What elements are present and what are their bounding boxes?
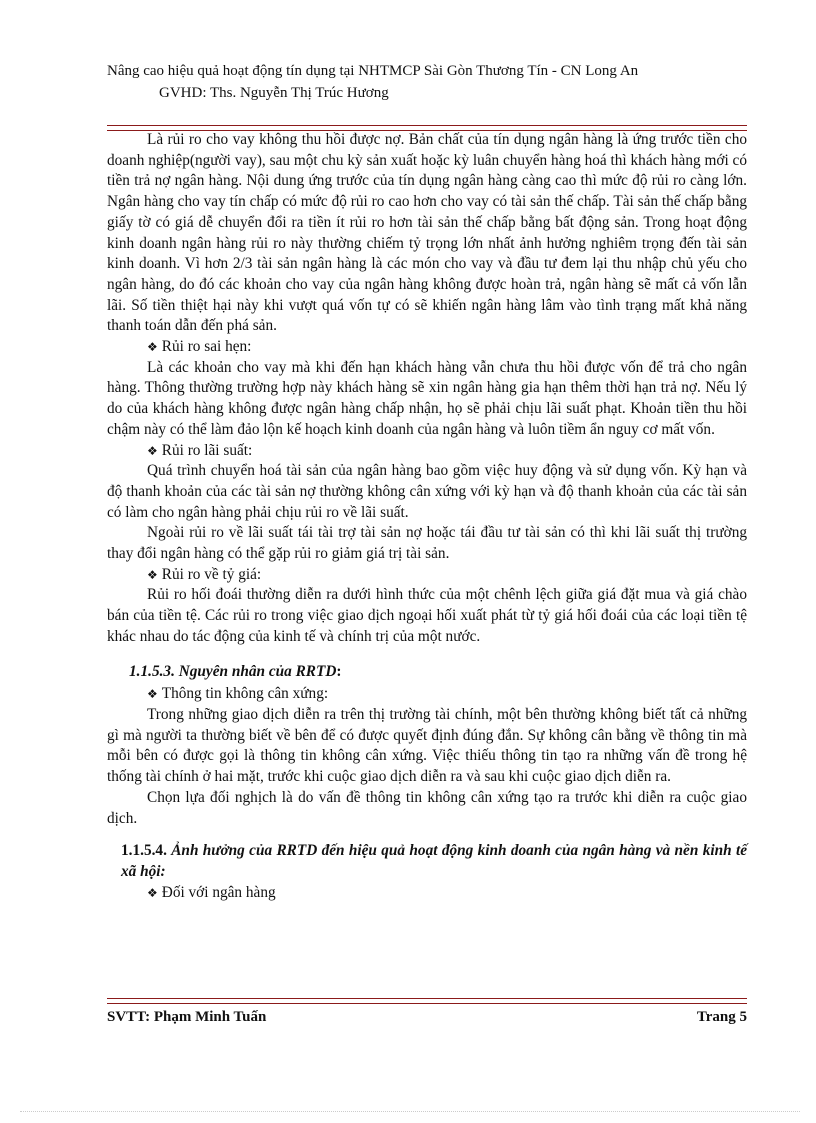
paragraph: Ngoài rủi ro về lãi suất tái tài trợ tài sản nợ hoặc tái đầu tư tài sản có thì khi lãi suất thị trường thay đổi ngân hàng có thể gặp rủi ro giảm giá trị tài sản. xyxy=(107,524,747,563)
paragraph: Quá trình chuyển hoá tài sản của ngân hàng bao gồm việc huy động và sử dụng vốn. Kỳ hạn và độ thanh khoản của các tài sản nợ thường không cân xứng với kỳ hạn và độ thanh khoản của các tài sản có làm cho ngân hàng phải chịu rủi ro về lãi suất. xyxy=(107,462,747,521)
section-heading-text: 1.1.5.3. Nguyên nhân của RRTD xyxy=(129,662,337,680)
paragraph: Là các khoản cho vay mà khi đến hạn khách hàng vẫn chưa thu hồi được vốn để trả cho ngân hàng. Thông thường trường hợp này khách hàng sẽ xin ngân hàng gia hạn thêm thời hạn trả nợ. Nếu lý do của khách hàng không được ngân hàng chấp nhận, họ sẽ phải chịu lãi suất phạt. Khoản tiền thu hồi chậm này có thể làm đảo lộn kế hoạch kinh doanh của ngân hàng và luôn tiềm ẩn nguy cơ mất vốn. xyxy=(107,358,747,438)
subsection-title: Ảnh hưởng của RRTD đến hiệu quả hoạt động kinh doanh của ngân hàng và nền kinh tế xã hội: xyxy=(121,842,747,880)
footer-page-number: Trang 5 xyxy=(696,1009,747,1025)
subsection-heading xyxy=(107,841,747,882)
page-footer xyxy=(107,1009,747,1026)
header-title: Nâng cao hiệu quả hoạt động tín dụng tại NHTMCP Sài Gòn Thương Tín - CN Long An xyxy=(107,63,639,79)
bullet-item xyxy=(107,337,747,358)
bullet-item xyxy=(107,684,747,705)
footer-rule xyxy=(107,998,747,1004)
footer-student: SVTT: Phạm Minh Tuấn xyxy=(107,1009,267,1025)
section-heading-colon: : xyxy=(336,662,342,680)
diamond-bullet-icon: ❖ xyxy=(147,687,158,702)
bullet-item xyxy=(107,883,747,904)
header-advisor: GVHD: Ths. Nguyễn Thị Trúc Hương xyxy=(159,85,389,101)
diamond-bullet-icon: ❖ xyxy=(147,567,158,582)
bullet-label: Đối với ngân hàng xyxy=(161,883,276,901)
bullet-label: Rủi ro lãi suất: xyxy=(161,441,253,459)
section-heading xyxy=(107,662,747,683)
page-body xyxy=(107,130,747,903)
paragraph: Là rủi ro cho vay không thu hồi được nợ. Bản chất của tín dụng ngân hàng là ứng trước tiền cho doanh nghiệp(người vay), sau một chu kỳ sản xuất hoặc kỳ luân chuyển hàng hoá thì khách hàng mới có tiền trả nợ ngân hàng. Nội dung ứng trước của tín dụng ngân hàng càng cao thì mức độ rủi ro càng lớn. Ngân hàng cho vay tín chấp có mức độ rủi ro cao hơn cho vay có tài sản thế chấp. Tài sản thế chấp bằng giấy tờ có giá dễ chuyển đổi ra tiền ít rủi ro hơn tài sản thế chấp bằng bất động sản. Trong hoạt động kinh doanh ngân hàng rủi ro này thường chiếm tỷ trọng lớn nhất ảnh hưởng nghiêm trọng đến tài sản kinh doanh. Vì hơn 2/3 tài sản ngân hàng là các món cho vay và đầu tư đem lại thu nhập chủ yếu cho ngân hàng, do đó các khoản cho vay của ngân hàng không được hoàn trả, ngân hàng sẽ mất cả vốn lẫn lãi. Số tiền thiệt hại này khi vượt quá vốn tự có sẽ khiến ngân hàng lâm vào tình trạng mất khả năng thanh toán dẫn đến phá sản. xyxy=(107,131,747,335)
page-edge-divider xyxy=(20,1111,800,1112)
paragraph: Chọn lựa đối nghịch là do vấn đề thông tin không cân xứng tạo ra trước khi diễn ra cuộc giao dịch. xyxy=(107,788,747,827)
page-header xyxy=(107,62,727,103)
bullet-label: Rủi ro về tỷ giá: xyxy=(161,565,262,583)
subsection-number: 1.1.5.4. xyxy=(121,842,167,860)
bullet-item xyxy=(107,441,747,462)
bullet-label: Thông tin không cân xứng: xyxy=(161,685,329,703)
paragraph: Rủi ro hối đoái thường diễn ra dưới hình thức của một chênh lệch giữa giá đặt mua và giá chào bán của tiền tệ. Các rủi ro trong việc giao dịch ngoại hối xuất phát từ tỷ giá hối đoái của các loại tiền tệ khác nhau do tác động của kinh tế và chính trị của một nước. xyxy=(107,586,747,645)
bullet-label: Rủi ro sai hẹn: xyxy=(161,338,252,356)
bullet-item xyxy=(107,565,747,586)
paragraph: Trong những giao dịch diễn ra trên thị trường tài chính, một bên thường không biết tất cả những gì mà người ta thường biết về bên để có được quyết định đúng đắn. Sự không cân bằng về thông tin mà mỗi bên có được gọi là thông tin không cân xứng. Việc thiếu thông tin tạo ra những vấn đề trong hệ thống tài chính ở hai mặt, trước khi cuộc giao dịch diễn ra và sau khi cuộc giao dịch diễn ra. xyxy=(107,705,747,786)
diamond-bullet-icon: ❖ xyxy=(147,885,158,900)
diamond-bullet-icon: ❖ xyxy=(147,443,158,458)
diamond-bullet-icon: ❖ xyxy=(147,340,158,355)
